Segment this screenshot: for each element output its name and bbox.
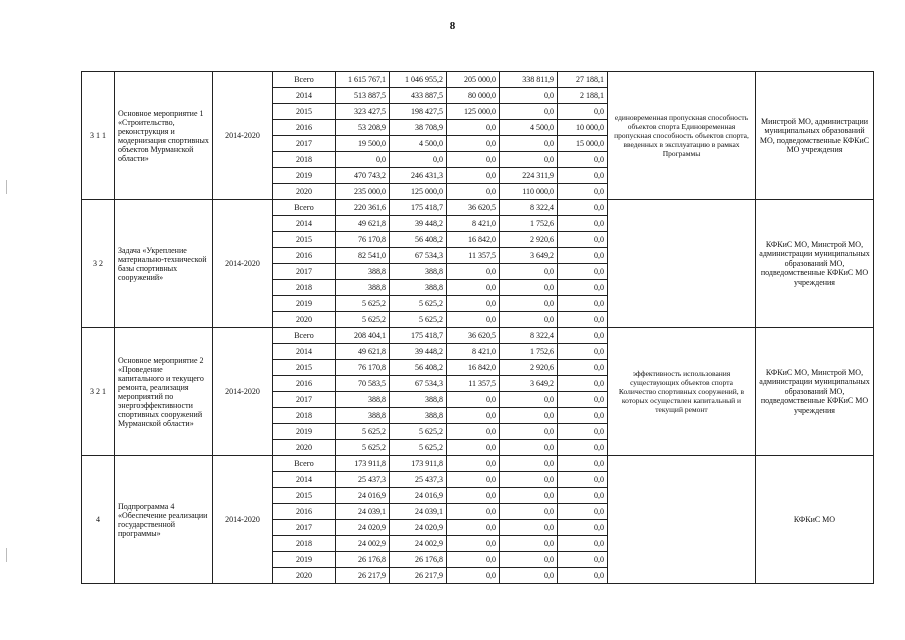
value-cell: 80 000,0: [447, 88, 500, 104]
row-year: 2015: [273, 488, 336, 504]
value-cell: 388,8: [390, 264, 447, 280]
value-cell: 4 500,0: [500, 120, 558, 136]
value-cell: 5 625,2: [336, 424, 390, 440]
row-executor: Минстрой МО, администрации муниципальных образований МО, подведомственные КФКиС МО учреждения: [756, 72, 874, 200]
row-year: 2019: [273, 296, 336, 312]
value-cell: 0,0: [500, 408, 558, 424]
value-cell: 470 743,2: [336, 168, 390, 184]
row-year: 2015: [273, 104, 336, 120]
row-name: Подпрограмма 4 «Обеспечение реализации государственной программы»: [115, 456, 213, 584]
value-cell: 338 811,9: [500, 72, 558, 88]
value-cell: 24 016,9: [336, 488, 390, 504]
value-cell: 0,0: [500, 312, 558, 328]
value-cell: 0,0: [447, 424, 500, 440]
value-cell: 205 000,0: [447, 72, 500, 88]
value-cell: 0,0: [558, 312, 608, 328]
row-year: 2020: [273, 440, 336, 456]
value-cell: 0,0: [447, 312, 500, 328]
value-cell: 110 000,0: [500, 184, 558, 200]
value-cell: 388,8: [336, 280, 390, 296]
row-year: 2014: [273, 472, 336, 488]
value-cell: 36 620,5: [447, 200, 500, 216]
value-cell: 0,0: [390, 152, 447, 168]
value-cell: 70 583,5: [336, 376, 390, 392]
row-year: 2020: [273, 184, 336, 200]
row-year: 2018: [273, 280, 336, 296]
value-cell: 0,0: [447, 392, 500, 408]
value-cell: 0,0: [558, 328, 608, 344]
value-cell: 26 217,9: [336, 568, 390, 584]
value-cell: 56 408,2: [390, 232, 447, 248]
value-cell: 67 534,3: [390, 248, 447, 264]
value-cell: 24 039,1: [336, 504, 390, 520]
value-cell: 0,0: [447, 264, 500, 280]
value-cell: 0,0: [558, 104, 608, 120]
margin-mark: [6, 548, 7, 562]
value-cell: 0,0: [558, 280, 608, 296]
value-cell: 0,0: [500, 280, 558, 296]
value-cell: 38 708,9: [390, 120, 447, 136]
value-cell: 388,8: [336, 264, 390, 280]
row-executor: КФКиС МО, Минстрой МО, администрации муниципальных образований МО, подведомственные КФКиС МО учреждения: [756, 328, 874, 456]
value-cell: 388,8: [390, 408, 447, 424]
row-year: 2018: [273, 152, 336, 168]
value-cell: 0,0: [558, 552, 608, 568]
value-cell: 24 002,9: [390, 536, 447, 552]
row-year: Всего: [273, 200, 336, 216]
value-cell: 0,0: [558, 264, 608, 280]
value-cell: 0,0: [558, 344, 608, 360]
value-cell: 2 920,6: [500, 232, 558, 248]
value-cell: 0,0: [500, 296, 558, 312]
value-cell: 0,0: [447, 520, 500, 536]
row-year: 2019: [273, 168, 336, 184]
value-cell: 5 625,2: [336, 440, 390, 456]
value-cell: 39 448,2: [390, 344, 447, 360]
value-cell: 3 649,2: [500, 248, 558, 264]
row-year: 2015: [273, 232, 336, 248]
value-cell: 19 500,0: [336, 136, 390, 152]
row-indicator: эффективность использования существующих объектов спорта Количество спортивных сооружений, в которых осуществлен капитальный и текущий ремонт: [608, 328, 756, 456]
row-indicator: единовременная пропускная способность объектов спорта Единовременная пропускная способность объектов спорта, введенных в эксплуатацию в рамках Программы: [608, 72, 756, 200]
row-code: 3 2 1: [82, 328, 115, 456]
value-cell: 0,0: [500, 536, 558, 552]
value-cell: 11 357,5: [447, 376, 500, 392]
value-cell: 0,0: [500, 520, 558, 536]
value-cell: 198 427,5: [390, 104, 447, 120]
row-year: 2015: [273, 360, 336, 376]
value-cell: 8 421,0: [447, 344, 500, 360]
value-cell: 0,0: [447, 152, 500, 168]
value-cell: 27 188,1: [558, 72, 608, 88]
value-cell: 388,8: [390, 280, 447, 296]
value-cell: 0,0: [447, 296, 500, 312]
value-cell: 0,0: [500, 152, 558, 168]
table-row: [82, 200, 874, 216]
value-cell: 388,8: [336, 408, 390, 424]
value-cell: 0,0: [500, 472, 558, 488]
row-year: 2016: [273, 504, 336, 520]
value-cell: 0,0: [500, 392, 558, 408]
value-cell: 0,0: [558, 456, 608, 472]
value-cell: 0,0: [558, 232, 608, 248]
value-cell: 0,0: [447, 456, 500, 472]
value-cell: 0,0: [558, 536, 608, 552]
value-cell: 0,0: [336, 152, 390, 168]
value-cell: 175 418,7: [390, 328, 447, 344]
value-cell: 1 615 767,1: [336, 72, 390, 88]
row-period: 2014-2020: [213, 72, 273, 200]
value-cell: 0,0: [558, 376, 608, 392]
value-cell: 0,0: [558, 568, 608, 584]
value-cell: 125 000,0: [447, 104, 500, 120]
row-year: 2017: [273, 520, 336, 536]
row-year: Всего: [273, 328, 336, 344]
value-cell: 56 408,2: [390, 360, 447, 376]
row-name: Основное мероприятие 1 «Строительство, реконструкция и модернизация спортивных объектов Мурманской области»: [115, 72, 213, 200]
margin-mark: [6, 180, 7, 194]
row-indicator: [608, 200, 756, 328]
row-period: 2014-2020: [213, 456, 273, 584]
value-cell: 15 000,0: [558, 136, 608, 152]
value-cell: 0,0: [558, 392, 608, 408]
value-cell: 0,0: [558, 248, 608, 264]
row-year: 2014: [273, 216, 336, 232]
value-cell: 49 621,8: [336, 216, 390, 232]
value-cell: 53 208,9: [336, 120, 390, 136]
row-period: 2014-2020: [213, 200, 273, 328]
value-cell: 0,0: [447, 120, 500, 136]
value-cell: 220 361,6: [336, 200, 390, 216]
value-cell: 1 046 955,2: [390, 72, 447, 88]
row-code: 4: [82, 456, 115, 584]
program-table: [81, 71, 874, 584]
value-cell: 1 752,6: [500, 344, 558, 360]
row-indicator: [608, 456, 756, 584]
value-cell: 8 322,4: [500, 328, 558, 344]
row-year: 2018: [273, 536, 336, 552]
value-cell: 175 418,7: [390, 200, 447, 216]
value-cell: 0,0: [447, 280, 500, 296]
table-row: [82, 456, 874, 472]
value-cell: 0,0: [447, 488, 500, 504]
value-cell: 26 176,8: [390, 552, 447, 568]
value-cell: 3 649,2: [500, 376, 558, 392]
value-cell: 0,0: [447, 184, 500, 200]
value-cell: 0,0: [500, 568, 558, 584]
row-executor: КФКиС МО, Минстрой МО, администрации муниципальных образований МО, подведомственные КФКиС МО учреждения: [756, 200, 874, 328]
value-cell: 76 170,8: [336, 232, 390, 248]
value-cell: 10 000,0: [558, 120, 608, 136]
row-name: Основное мероприятие 2 «Проведение капитального и текущего ремонта, реализация мероприятий по энергоэффективности спортивных сооружений Мурманской области»: [115, 328, 213, 456]
value-cell: 26 176,8: [336, 552, 390, 568]
value-cell: 24 020,9: [336, 520, 390, 536]
value-cell: 36 620,5: [447, 328, 500, 344]
row-year: 2014: [273, 88, 336, 104]
value-cell: 0,0: [500, 104, 558, 120]
value-cell: 8 421,0: [447, 216, 500, 232]
value-cell: 5 625,2: [336, 296, 390, 312]
value-cell: 0,0: [558, 168, 608, 184]
value-cell: 2 920,6: [500, 360, 558, 376]
value-cell: 16 842,0: [447, 360, 500, 376]
value-cell: 8 322,4: [500, 200, 558, 216]
value-cell: 24 016,9: [390, 488, 447, 504]
row-executor: КФКиС МО: [756, 456, 874, 584]
value-cell: 16 842,0: [447, 232, 500, 248]
value-cell: 82 541,0: [336, 248, 390, 264]
table-row: [82, 72, 874, 88]
row-year: 2016: [273, 248, 336, 264]
value-cell: 1 752,6: [500, 216, 558, 232]
value-cell: 173 911,8: [390, 456, 447, 472]
value-cell: 25 437,3: [336, 472, 390, 488]
value-cell: 11 357,5: [447, 248, 500, 264]
value-cell: 0,0: [447, 408, 500, 424]
value-cell: 0,0: [558, 216, 608, 232]
row-name: Задача «Укрепление материально-технической базы спортивных сооружений»: [115, 200, 213, 328]
row-year: 2020: [273, 312, 336, 328]
value-cell: 5 625,2: [390, 296, 447, 312]
row-year: 2017: [273, 264, 336, 280]
value-cell: 513 887,5: [336, 88, 390, 104]
row-year: Всего: [273, 72, 336, 88]
value-cell: 0,0: [558, 408, 608, 424]
value-cell: 0,0: [558, 472, 608, 488]
value-cell: 0,0: [558, 152, 608, 168]
value-cell: 49 621,8: [336, 344, 390, 360]
value-cell: 125 000,0: [390, 184, 447, 200]
value-cell: 25 437,3: [390, 472, 447, 488]
row-year: 2016: [273, 376, 336, 392]
value-cell: 39 448,2: [390, 216, 447, 232]
value-cell: 76 170,8: [336, 360, 390, 376]
value-cell: 0,0: [500, 552, 558, 568]
value-cell: 0,0: [447, 568, 500, 584]
value-cell: 0,0: [447, 440, 500, 456]
value-cell: 0,0: [500, 488, 558, 504]
row-year: 2019: [273, 552, 336, 568]
value-cell: 0,0: [447, 168, 500, 184]
value-cell: 0,0: [500, 456, 558, 472]
value-cell: 0,0: [558, 424, 608, 440]
value-cell: 0,0: [447, 136, 500, 152]
value-cell: 24 002,9: [336, 536, 390, 552]
value-cell: 67 534,3: [390, 376, 447, 392]
value-cell: 0,0: [558, 200, 608, 216]
row-code: 3 2: [82, 200, 115, 328]
value-cell: 0,0: [500, 88, 558, 104]
value-cell: 0,0: [558, 488, 608, 504]
value-cell: 24 020,9: [390, 520, 447, 536]
value-cell: 235 000,0: [336, 184, 390, 200]
value-cell: 224 311,9: [500, 168, 558, 184]
row-year: 2018: [273, 408, 336, 424]
value-cell: 208 404,1: [336, 328, 390, 344]
row-year: 2017: [273, 136, 336, 152]
value-cell: 0,0: [447, 472, 500, 488]
value-cell: 0,0: [447, 536, 500, 552]
row-year: 2014: [273, 344, 336, 360]
row-year: 2016: [273, 120, 336, 136]
value-cell: 0,0: [558, 360, 608, 376]
value-cell: 5 625,2: [336, 312, 390, 328]
row-year: Всего: [273, 456, 336, 472]
value-cell: 388,8: [390, 392, 447, 408]
value-cell: 0,0: [500, 504, 558, 520]
value-cell: 0,0: [558, 504, 608, 520]
value-cell: 388,8: [336, 392, 390, 408]
value-cell: 0,0: [558, 520, 608, 536]
row-year: 2017: [273, 392, 336, 408]
value-cell: 24 039,1: [390, 504, 447, 520]
value-cell: 0,0: [447, 552, 500, 568]
value-cell: 0,0: [500, 136, 558, 152]
value-cell: 0,0: [500, 424, 558, 440]
value-cell: 2 188,1: [558, 88, 608, 104]
value-cell: 246 431,3: [390, 168, 447, 184]
row-year: 2020: [273, 568, 336, 584]
value-cell: 433 887,5: [390, 88, 447, 104]
value-cell: 5 625,2: [390, 440, 447, 456]
value-cell: 0,0: [447, 504, 500, 520]
value-cell: 0,0: [558, 440, 608, 456]
value-cell: 0,0: [500, 264, 558, 280]
value-cell: 0,0: [558, 296, 608, 312]
value-cell: 323 427,5: [336, 104, 390, 120]
row-code: 3 1 1: [82, 72, 115, 200]
row-period: 2014-2020: [213, 328, 273, 456]
value-cell: 26 217,9: [390, 568, 447, 584]
value-cell: 5 625,2: [390, 424, 447, 440]
table-row: [82, 328, 874, 344]
value-cell: 5 625,2: [390, 312, 447, 328]
page-number: 8: [449, 20, 456, 32]
value-cell: 0,0: [500, 440, 558, 456]
value-cell: 4 500,0: [390, 136, 447, 152]
value-cell: 173 911,8: [336, 456, 390, 472]
value-cell: 0,0: [558, 184, 608, 200]
row-year: 2019: [273, 424, 336, 440]
